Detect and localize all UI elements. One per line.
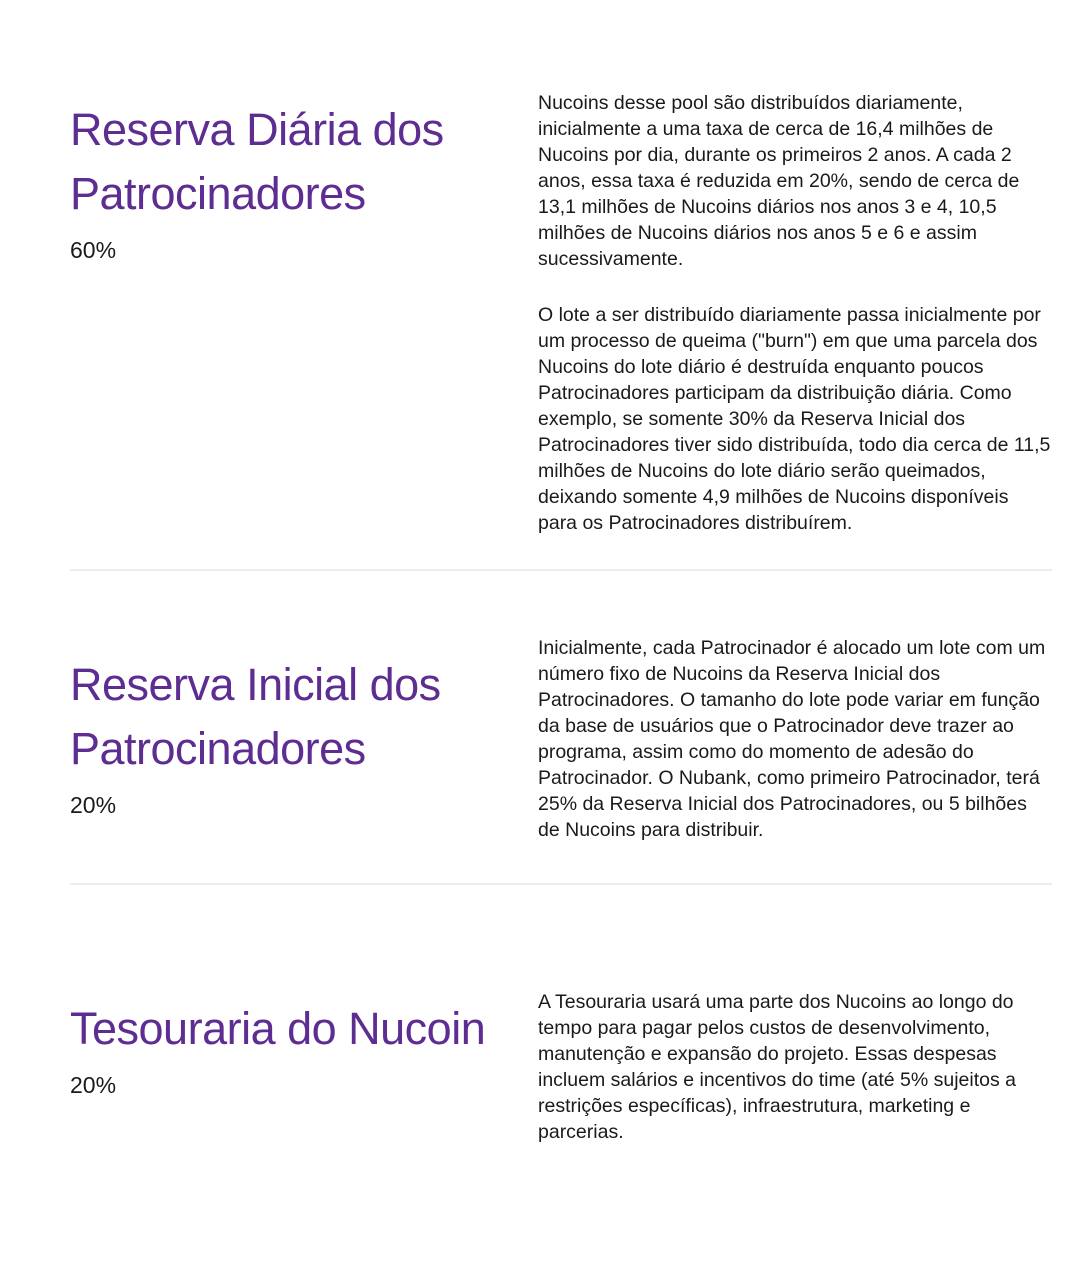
section-body-column <box>538 90 1052 536</box>
section-title: Reserva Inicial dos Patrocinadores <box>70 659 441 774</box>
body-paragraph: A Tesouraria usará uma parte dos Nucoins ao longo do tempo para pagar pelos custos de desenvolvimento, manutenção e expansão do projeto. Essas despesas incluem salários e incentivos do time (até 5% sujeitos a restrições específicas), infraestrutura, marketing e parcerias. <box>538 991 1016 1143</box>
section-left-column <box>70 90 538 536</box>
body-paragraph: O lote a ser distribuído diariamente passa inicialmente por um processo de queima ("burn") em que uma parcela dos Nucoins do lote diário é destruída enquanto poucos Patrocinadores participam da distribuição diária. Como exemplo, se somente 30% da Reserva Inicial dos Patrocinadores tiver sido distribuída, todo dia cerca de 11,5 milhões de Nucoins do lote diário serão queimados, deixando somente 4,9 milhões de Nucoins disponíveis para os Patrocinadores distribuírem. <box>538 304 1051 534</box>
body-paragraph: Nucoins desse pool são distribuídos diariamente, inicialmente a uma taxa de cerca de 16,4 milhões de Nucoins por dia, durante os primeiros 2 anos. A cada 2 anos, essa taxa é reduzida em 20%, sendo de cerca de 13,1 milhões de Nucoins diários nos anos 3 e 4, 10,5 milhões de Nucoins diários nos anos 5 e 6 e assim sucessivamente. <box>538 92 1020 270</box>
section-left-column <box>70 635 538 843</box>
section-percentage: 20% <box>70 1072 117 1098</box>
body-paragraph: Inicialmente, cada Patrocinador é alocado um lote com um número fixo de Nucoins da Reserva Inicial dos Patrocinadores. O tamanho do lote pode variar em função da base de usuários que o Patrocinador deve trazer ao programa, assim como do momento de adesão do Patrocinador. O Nubank, como primeiro Patrocinador, terá 25% da Reserva Inicial dos Patrocinadores, ou 5 bilhões de Nucoins para distribuir. <box>538 637 1046 841</box>
section-reserva-inicial <box>0 571 1080 883</box>
section-reserva-diaria <box>0 0 1080 569</box>
section-left-column <box>70 989 538 1145</box>
section-tesouraria <box>0 885 1080 1185</box>
section-body-column <box>538 635 1052 843</box>
section-title: Tesouraria do Nucoin <box>70 1003 486 1054</box>
section-percentage: 60% <box>70 237 117 263</box>
section-title: Reserva Diária dos Patrocinadores <box>70 104 444 219</box>
section-body-column <box>538 989 1052 1145</box>
section-percentage: 20% <box>70 792 117 818</box>
